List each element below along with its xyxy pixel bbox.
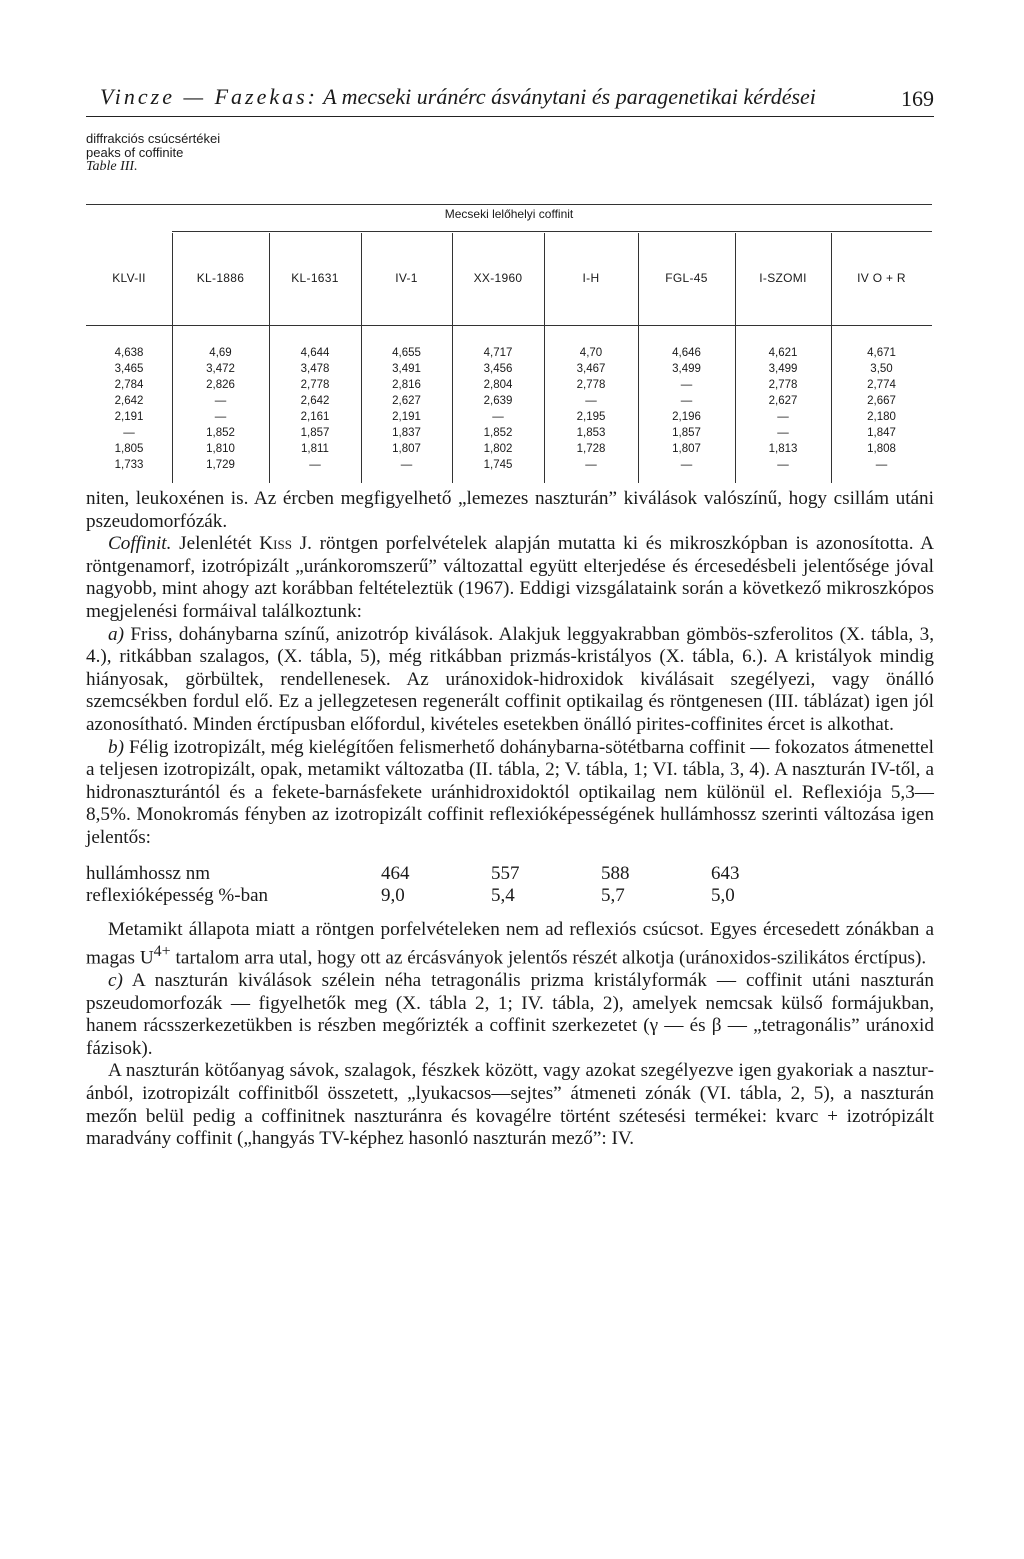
table-group-header: Mecseki lelőhelyi coffinit — [444, 207, 574, 221]
row-label: hullámhossz nm — [86, 862, 211, 884]
table-cell: — — [680, 459, 693, 471]
table-column — [86, 345, 172, 473]
table-row — [86, 863, 821, 885]
text-run: A naszturán kiválások szélein néha tetragonális prizma kristályformák — coffinit utáni naszturán pszeudomorfozák — figyelhetők meg (X. tábla 2, 1; IV. tábla, 2), amelyek nemcsak külső formájukban, hanem rácsszerkezetükben is részben megőrizték a coffinit szerkezetet (γ — és β — „tetragonális” uránoxid fázisok). — [86, 970, 934, 1059]
table-cell: — — [585, 459, 597, 471]
table-cell: 3,50 — [870, 363, 893, 375]
table-column — [269, 345, 361, 473]
table-cell: 1,808 — [867, 443, 896, 455]
article-title: A mecseki uránérc ásványtani és paragenetikai kérdései — [323, 84, 816, 109]
authors: Vincze — Fazekas: — [100, 84, 318, 109]
table-cell: 2,642 — [300, 395, 330, 407]
table-cell: 1,852 — [483, 427, 513, 439]
column-divider — [269, 233, 270, 483]
table-cell: 4,638 — [114, 347, 144, 359]
table-row — [86, 885, 821, 907]
column-divider — [361, 233, 362, 483]
table-cell: 3,472 — [206, 363, 235, 375]
table-cell: 3,467 — [576, 363, 606, 375]
table-column — [172, 345, 269, 473]
paragraph-metamikt — [86, 919, 934, 971]
table-cell: 643 — [711, 862, 740, 884]
table-column — [452, 345, 544, 473]
table-cell: 2,196 — [672, 411, 701, 423]
table-cell: 3,491 — [392, 363, 421, 375]
table-cell: — — [492, 411, 504, 423]
table-cell: 2,195 — [576, 411, 606, 423]
text-run: Friss, dohánybarna színű, anizotróp kiválások. Alakjuk leggyakrabban gömbös-szferolitos (X. tábla, 3, 4.), ritkábban szalagos, (X. tábla, 5), még ritkábban prizmás-kristályos (X. tábla, 6.). A kristályok mindig hiányosak, görbültek, rendellenesek. Az uránoxidok-hidroxidok kiválásait szegélyezi, vagy önálló szemcsékben fordul elő. Ez a jellegzetesen regenerált coffinit optikailag és röntgenesen (III. táblázat) igen jól azonosítható. Minden érctípusban előfordul, kivételes esetekben önálló pirites-coffinites ércet is alkothat. — [86, 623, 934, 735]
table-cell: 2,191 — [392, 411, 421, 423]
table-cell: 4,644 — [300, 347, 330, 359]
table-cell: — — [777, 411, 789, 423]
running-title — [100, 84, 816, 110]
column-header: I-SZOMI — [759, 271, 807, 285]
caption-line-hu: diffrakciós csúcsértékei — [86, 131, 221, 146]
page-number: 169 — [901, 86, 934, 111]
table-cell: 3,478 — [300, 363, 330, 375]
table-cell: 1,852 — [206, 427, 235, 439]
table-cell: — — [777, 427, 789, 439]
table-cell: — — [777, 459, 789, 471]
text-run: Metamikt állapota miatt a röntgen porfelvételeken nem ad reflexiós csúcsot. Egyes ércesedett zónákban a magas U — [86, 918, 934, 969]
paragraph-coffinit — [86, 533, 934, 623]
caption-line-en: peaks of coffinite — [86, 145, 184, 160]
group-rule — [172, 231, 932, 232]
table-cell: — — [309, 459, 321, 471]
table-cell: 1,857 — [672, 427, 701, 439]
table-cell: 2,627 — [768, 395, 798, 407]
paragraph-continuation: niten, leukoxénen is. Az ércben megfigyelhető „lemezes naszturán” kiválások valószínű, hogy csillám utáni pszeudomorfózák. — [86, 488, 934, 532]
table-cell: 3,499 — [768, 363, 798, 375]
column-divider — [452, 233, 453, 483]
table-cell: 1,837 — [392, 427, 421, 439]
column-divider — [638, 233, 639, 483]
table-cell: 1,813 — [768, 443, 798, 455]
column-divider — [172, 233, 173, 483]
table-cell: 2,784 — [114, 379, 144, 391]
column-divider — [544, 233, 545, 483]
header-bottom-rule — [86, 325, 932, 326]
table-cell: — — [680, 395, 693, 407]
table-cell: 4,70 — [579, 347, 603, 359]
table-cell: 2,667 — [867, 395, 896, 407]
table-cell: 2,778 — [576, 379, 606, 391]
table-top-rule — [86, 204, 932, 205]
body-text — [86, 488, 934, 1151]
table-cell: 4,69 — [209, 347, 232, 359]
paragraph-last: A naszturán kötőanyag sávok, szalagok, fészkek között, vagy azokat szegélyezve igen gyakoriak a naszturánból, izotropizált coffinitből összetett, „lyukacsos—sejtes” átmeneti zónák (VI. tábla, 2, 5), a naszturán mezőn belül pedig a coffinitnek naszturánra és kovagélre történt szétesési termékei: kvarc + izotrópizált maradvány coffinit („hangyás TV-képhez hasonló naszturán mező”: IV. — [86, 1060, 934, 1150]
table-cell: — — [680, 379, 693, 391]
table-cell: 2,161 — [300, 411, 330, 423]
column-header: KLV-II — [112, 271, 146, 285]
table-cell: 5,0 — [711, 884, 735, 906]
table-cell: 5,7 — [601, 884, 625, 906]
column-header: XX-1960 — [473, 271, 523, 285]
table-cell: 4,655 — [392, 347, 421, 359]
text-run: Jelenlétét — [171, 533, 260, 555]
column-header: KL-1631 — [291, 271, 339, 285]
table-cell: 2,778 — [300, 379, 330, 391]
table-cell: 1,807 — [392, 443, 421, 455]
table-cell: 1,729 — [206, 459, 235, 471]
table-cell: — — [123, 427, 135, 439]
table-cell: 2,627 — [392, 395, 421, 407]
running-header — [86, 70, 934, 117]
column-header: IV-1 — [395, 271, 418, 285]
column-header: IV O + R — [857, 271, 906, 285]
table-cell: — — [875, 459, 888, 471]
paragraph-a — [86, 624, 934, 737]
table-cell: 3,465 — [114, 363, 144, 375]
table-caption — [86, 132, 220, 174]
table-cell: 1,802 — [483, 443, 513, 455]
table-cell: 3,456 — [483, 363, 513, 375]
table-cell: — — [585, 395, 597, 407]
table-cell: 1,853 — [576, 427, 606, 439]
list-label-b: b) — [108, 736, 124, 758]
table-cell: 3,499 — [672, 363, 701, 375]
column-header: KL-1886 — [196, 271, 245, 285]
table-cell: 2,774 — [867, 379, 896, 391]
table-column — [638, 345, 735, 473]
table-cell: 588 — [601, 862, 630, 884]
table-cell: 2,804 — [483, 379, 513, 391]
table-column — [831, 345, 932, 473]
text-run: J. röntgen porfelvételek alapján mutatta ki és mikroszkópban is azonosította. A röntgenamorf, izotrópizált „uránkoromszerű” változattal együtt elterjedése és ércesedésbeli jelentősége jóval nagyobb, mint ahogy azt korábban feltételeztük (1967). Eddigi vizsgálataink során a következő mikroszkópos megjelenési formáival találkoztunk: — [86, 533, 934, 622]
column-header: I-H — [582, 271, 600, 285]
text-run: tartalom arra utal, hogy ott az ércásványok jelentős részét alkotja (uránoxidos-szilikátos érctípus). — [170, 947, 927, 969]
table-column — [361, 345, 452, 473]
table-cell: — — [400, 459, 413, 471]
paragraph-label: Coffinit. — [108, 533, 172, 555]
table-cell: 2,642 — [114, 395, 144, 407]
superscript: 4+ — [153, 943, 171, 961]
table-cell: 2,826 — [206, 379, 235, 391]
table-cell: 4,717 — [483, 347, 513, 359]
table-cell: — — [214, 411, 227, 423]
row-label: reflexióképesség %-ban — [86, 884, 269, 906]
table-cell: 2,639 — [483, 395, 513, 407]
table-cell: 4,646 — [672, 347, 701, 359]
paragraph-c — [86, 970, 934, 1060]
column-header: FGL-45 — [665, 271, 708, 285]
text-run: Félig izotropizált, még kielégítően felismerhető dohánybarna-sötétbarna coffinit — fokozatos átmenettel a teljesen izotropizált, opak, metamikt változatba (II. tábla, 2; V. tábla, 1; VI. tábla, 3, 4). A naszturán IV-től, a hidronaszturántól és a fekete-barnásfekete uránhidroxidoktól optikailag nem különül el. Reflexiója 5,3—8,5%. Monokromás fényben az izotropizált coffinit reflexióképességének hullámhossz szerinti változása igen jelentős: — [86, 736, 934, 848]
table-cell: 1,811 — [301, 443, 329, 455]
table-column — [735, 345, 831, 473]
reflectance-table — [86, 863, 821, 907]
table-cell: 2,778 — [768, 379, 798, 391]
table-cell: 5,4 — [491, 884, 515, 906]
table-cell: 2,816 — [392, 379, 421, 391]
table-cell: 9,0 — [381, 884, 405, 906]
table-cell: 1,728 — [576, 443, 606, 455]
paragraph-b — [86, 737, 934, 850]
table-cell: — — [214, 395, 227, 407]
table-cell: 1,745 — [483, 459, 513, 471]
table-cell: 1,810 — [206, 443, 235, 455]
table-cell: 1,733 — [114, 459, 144, 471]
table-cell: 2,191 — [114, 411, 144, 423]
table-cell: 1,857 — [300, 427, 330, 439]
table-cell: 557 — [491, 862, 520, 884]
table-cell: 2,180 — [867, 411, 896, 423]
table-column — [544, 345, 638, 473]
column-divider — [831, 233, 832, 483]
table-cell: 1,805 — [114, 443, 144, 455]
table-cell: 1,847 — [867, 427, 896, 439]
list-label-a: a) — [108, 623, 124, 645]
table-cell: 464 — [381, 862, 410, 884]
caption-table-label: Table III. — [86, 159, 138, 174]
table-cell: 4,621 — [768, 347, 798, 359]
column-divider — [735, 233, 736, 483]
author-name: Kiss — [259, 533, 292, 555]
table-cell: 1,807 — [672, 443, 701, 455]
list-label-c: c) — [108, 970, 123, 992]
table-cell: 4,671 — [867, 347, 896, 359]
